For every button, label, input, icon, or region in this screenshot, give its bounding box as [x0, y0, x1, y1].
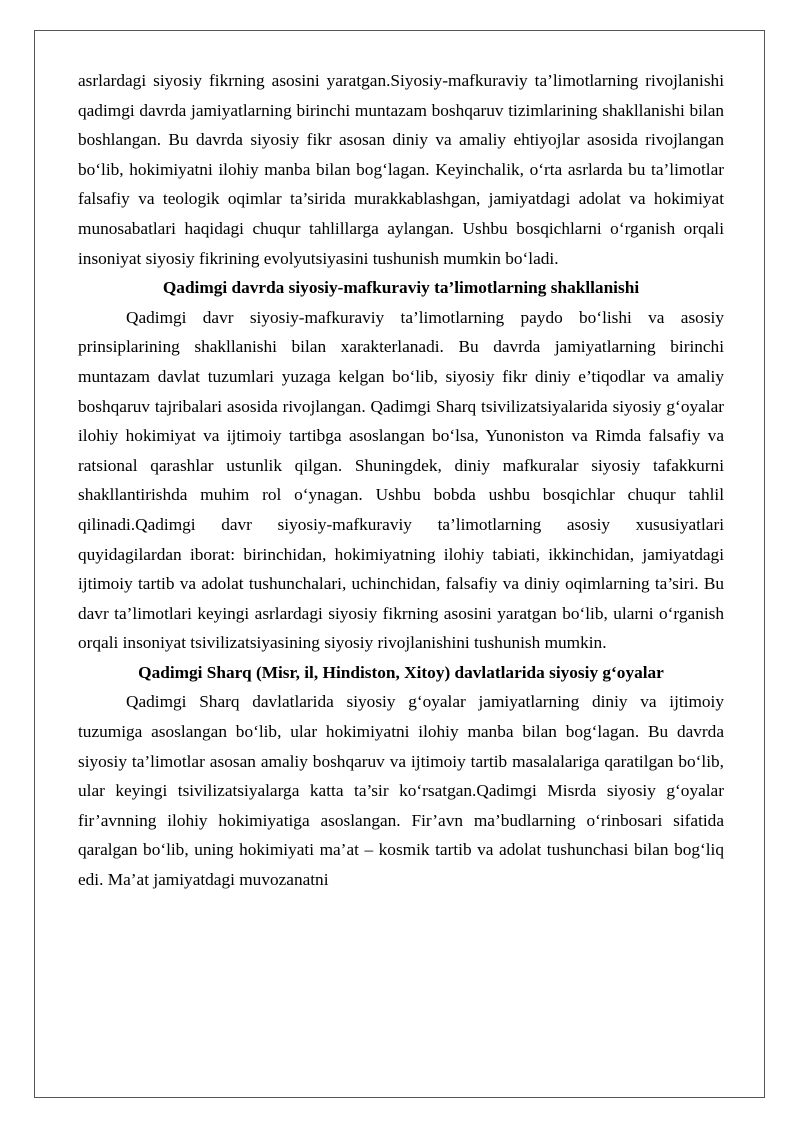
section-heading-ancient-east: Qadimgi Sharq (Misr, il, Hindiston, Xitoy) davlatlarida siyosiy g‘oyalar: [138, 662, 664, 682]
paragraph-ancient-period: Qadimgi davr siyosiy-mafkuraviy ta’limotlarning paydo bo‘lishi va asosiy prinsiplarining shakllanishi bilan xarakterlanadi. Bu davrda jamiyatlarning birinchi muntazam davlat tuzumlari yuzaga kelgan bo‘lib, siyosiy fikr diniy e’tiqodlar va amaliy boshqaruv tajribalari asosida rivojlangan. Qadimgi Sharq tsivilizatsiyalarida siyosiy g‘oyalar ilohiy hokimiyat va ijtimoiy tartibga asoslangan bo‘lsa, Yunoniston va Rimda falsafiy va ratsional qarashlar ustunlik qilgan. Shuningdek, diniy mafkuralar siyosiy tafakkurni shakllantirishda muhim rol o‘ynagan. Ushbu bobda ushbu bosqichlar chuqur tahlil qilinadi.Qadimgi davr siyosiy-mafkuraviy ta’limotlarning asosiy xususiyatlari quyidagilardan iborat: birinchidan, hokimiyatning ilohiy tabiati, ikkinchidan, jamiyatdagi ijtimoiy tartib va adolat tushunchalari, uchinchidan, falsafiy va diniy oqimlarning ta’siri. Bu davr ta’limotlari keyingi asrlardagi siyosiy fikrning asosini yaratgan bo‘lib, ularni o‘rganish orqali insoniyat tsivilizatsiyasining siyosiy rivojlanishini tushunish mumkin.: [78, 307, 724, 653]
paragraph-ancient-east: Qadimgi Sharq davlatlarida siyosiy g‘oyalar jamiyatlarning diniy va ijtimoiy tuzumiga asoslangan bo‘lib, ular hokimiyatni ilohiy manba bilan bog‘lagan. Bu davrda siyosiy ta’limotlar asosan amaliy boshqaruv va ijtimoiy tartib masalalariga qaratilgan bo‘lib, ular keyingi tsivilizatsiyalarga katta ta’sir ko‘rsatgan.Qadimgi Misrda siyosiy g‘oyalar fir’avnning ilohiy hokimiyatiga asoslangan. Fir’avn ma’budlarning o‘rinbosari sifatida qaralgan bo‘lib, uning hokimiyati ma’at – kosmik tartib va adolat tushunchasi bilan bog‘liq edi. Ma’at jamiyatdagi muvozanatni: [78, 692, 724, 890]
section-heading-ancient-period: Qadimgi davrda siyosiy-mafkuraviy ta’limotlarning shakllanishi: [162, 278, 640, 298]
paragraph-intro-continued: asrlardagi siyosiy fikrning asosini yaratgan.Siyosiy-mafkuraviy ta’limotlarning rivojlanishi qadimgi davrda jamiyatlarning birinchi muntazam boshqaruv tizimlarining shakllanishi bilan boshlangan. Bu davrda siyosiy fikr asosan diniy va amaliy ehtiyojlar asosida rivojlangan bo‘lib, hokimiyatni ilohiy manba bilan bog‘lagan. Keyinchalik, o‘rta asrlarda bu ta’limotlar falsafiy va teologik oqimlar ta’sirida murakkablashgan, jamiyatdagi adolat va hokimiyat munosabatlari haqidagi chuqur tahlillarga aylangan. Ushbu bosqichlarni o‘rganish orqali insoniyat siyosiy fikrining evolyutsiyasini tushunish mumkin bo‘ladi.: [78, 71, 724, 268]
document-body: [78, 66, 724, 895]
